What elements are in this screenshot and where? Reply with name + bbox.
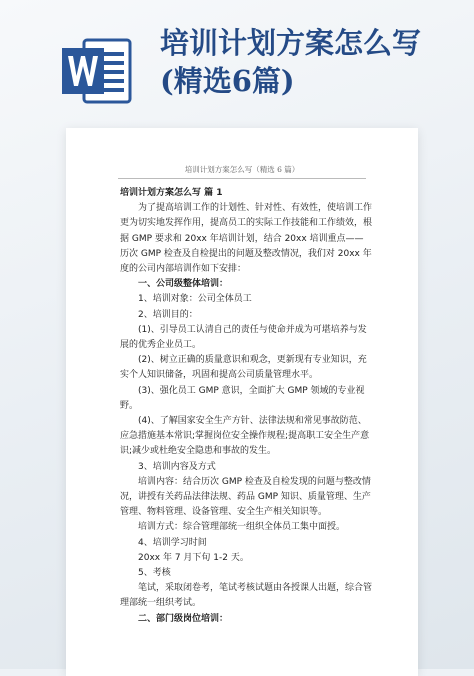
- page-title: 培训计划方案怎么写(精选6篇): [160, 26, 422, 98]
- paragraph: (2)、树立正确的质量意识和观念，更新现有专业知识，充实个人知识储备，巩固和提高公司质量管理水平。: [120, 355, 367, 381]
- paragraph: (3)、强化员工 GMP 意识，全面扩大 GMP 领域的专业视野。: [120, 385, 365, 411]
- paragraph: 笔试，采取闭卷考，笔试考核试题由各授课人出题，综合管理部统一组织考试。: [120, 583, 373, 609]
- paragraph: 为了提高培训工作的计划性、针对性、有效性，使培训工作更为切实地发挥作用，提高员工的实际工作技能和工作绩效，根据 GMP 要求和 20xx 年培训计划，结合 20xx 培训重点——历次 GMP 检查及自检提出的问题及整改情况，我们对 20xx 年度的公司内部培训作如下安排：: [120, 203, 373, 275]
- paragraph: 4、培训学习时间: [138, 537, 207, 548]
- paragraph: 2、培训目的：: [138, 309, 198, 320]
- word-document-icon: [60, 34, 134, 108]
- section-heading: 一、公司级整体培训：: [138, 279, 229, 290]
- paragraph: 20xx 年 7 月下旬 1-2 天。: [138, 552, 249, 563]
- document-heading: 培训计划方案怎么写 篇 1: [120, 188, 223, 198]
- paragraph: (1)、引导员工认清自己的责任与使命并成为可堪培养与发展的优秀企业员工。: [120, 324, 367, 351]
- header-divider: [118, 178, 366, 179]
- paragraph: 5、考核: [138, 568, 171, 579]
- section-heading: 二、部门级岗位培训：: [138, 613, 229, 624]
- document-page: [66, 128, 418, 676]
- paragraph: 培训内容：结合历次 GMP 检查及自检发现的问题与整改情况，讲授有关药品法律法规、药品 GMP 知识、质量管理、生产管理、物料管理、设备管理、安全生产相关知识等。: [120, 476, 371, 518]
- paragraph: 培训方式：综合管理部统一组织全体员工集中面授。: [138, 522, 346, 533]
- document-body: [120, 186, 372, 627]
- running-head: 培训计划方案怎么写（精选 6 篇）: [184, 165, 300, 174]
- paragraph: 1、培训对象：公司全体员工: [138, 294, 252, 305]
- paragraph: 3、培训内容及方式: [138, 461, 216, 472]
- paragraph: (4)、了解国家安全生产方针、法律法规和常见事故防范、应急措施基本常识;掌握岗位安全操作规程;提高职工安全生产意识;减少或杜绝安全隐患和事故的发生。: [120, 416, 370, 457]
